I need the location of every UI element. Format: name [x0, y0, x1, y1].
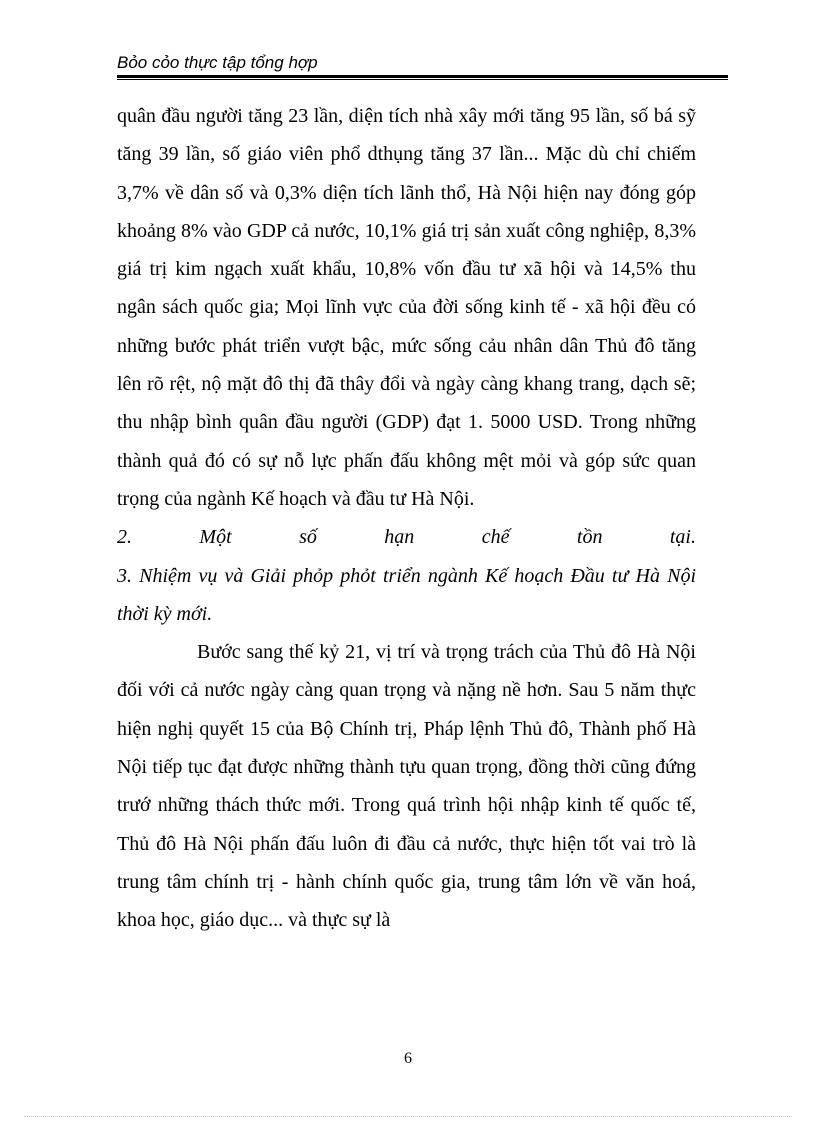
paragraph-1: quân đầu người tăng 23 lần, diện tích nhà xây mới tăng 95 lần, số bá sỹ tăng 39 lần, số giáo viên phổ dthụng tăng 37 lần... Mặc dù chỉ chiếm 3,7% về dân số và 0,3% diện tích lãnh thổ, Hà Nội hiện nay đóng góp khoảng 8% vào GDP cả nước, 10,1% giá trị sản xuất công nghiệp, 8,3% giá trị kim ngạch xuất khẩu, 10,8% vốn đầu tư xã hội và 14,5% thu ngân sách quốc gia; Mọi lĩnh vực của đời sống kinh tế - xã hội đều có những bước phát triển vượt bậc, mức sống cảu nhân dân Thủ đô tăng lên rõ rệt, nộ mặt đô thị đã thây đổi và ngày càng khang trang, dạch sẽ; thu nhập bình quân đầu người (GDP) đạt 1. 5000 USD. Trong những thành quả đó có sự nỗ lực phấn đấu không mệt mỏi và góp sức quan trọng của ngành Kế hoạch và đầu tư Hà Nội. [117, 105, 696, 510]
paragraph-2: Bước sang thế kỷ 21, vị trí và trọng trách của Thủ đô Hà Nội đối với cả nước ngày càng quan trọng và nặng nề hơn. Sau 5 năm thực hiện nghị quyết 15 của Bộ Chính trị, Pháp lệnh Thủ đô, Thành phố Hà Nội tiếp tục đạt được những thành tựu quan trọng, đồng thời cũng đứng trướ những thách thức mới. Trong quá trình hội nhập kinh tế quốc tế, Thủ đô Hà Nội phấn đấu luôn đi đầu cả nước, thực hiện tốt vai trò là trung tâm chính trị - hành chính quốc gia, trung tâm lớn về văn hoá, khoa học, giáo dục... và thực sự là [117, 641, 696, 932]
footer-dotted-line [24, 1116, 792, 1117]
heading-2-word: chế [481, 526, 510, 549]
header-rule-thick [117, 75, 728, 78]
heading-2-word: số [299, 526, 317, 549]
heading-2-word: Một [199, 526, 232, 549]
page-number: 6 [404, 1050, 412, 1067]
header-title: Bỏo cỏo thực tập tổng hợp [117, 53, 318, 72]
heading-2-word: tồn [576, 526, 603, 549]
heading-2-word: tại. [669, 526, 696, 549]
section-heading-2 [117, 518, 696, 556]
header-rule-thin [117, 79, 728, 80]
heading-2-word: hạn [384, 526, 415, 549]
body-text [117, 97, 696, 940]
page-header [117, 52, 728, 80]
heading-2-word: 2. [117, 526, 132, 549]
section-heading-3: 3. Nhiệm vụ và Giải phỏp phỏt triển ngành Kế hoạch Đầu tư Hà Nội thời kỳ mới. [117, 564, 696, 625]
